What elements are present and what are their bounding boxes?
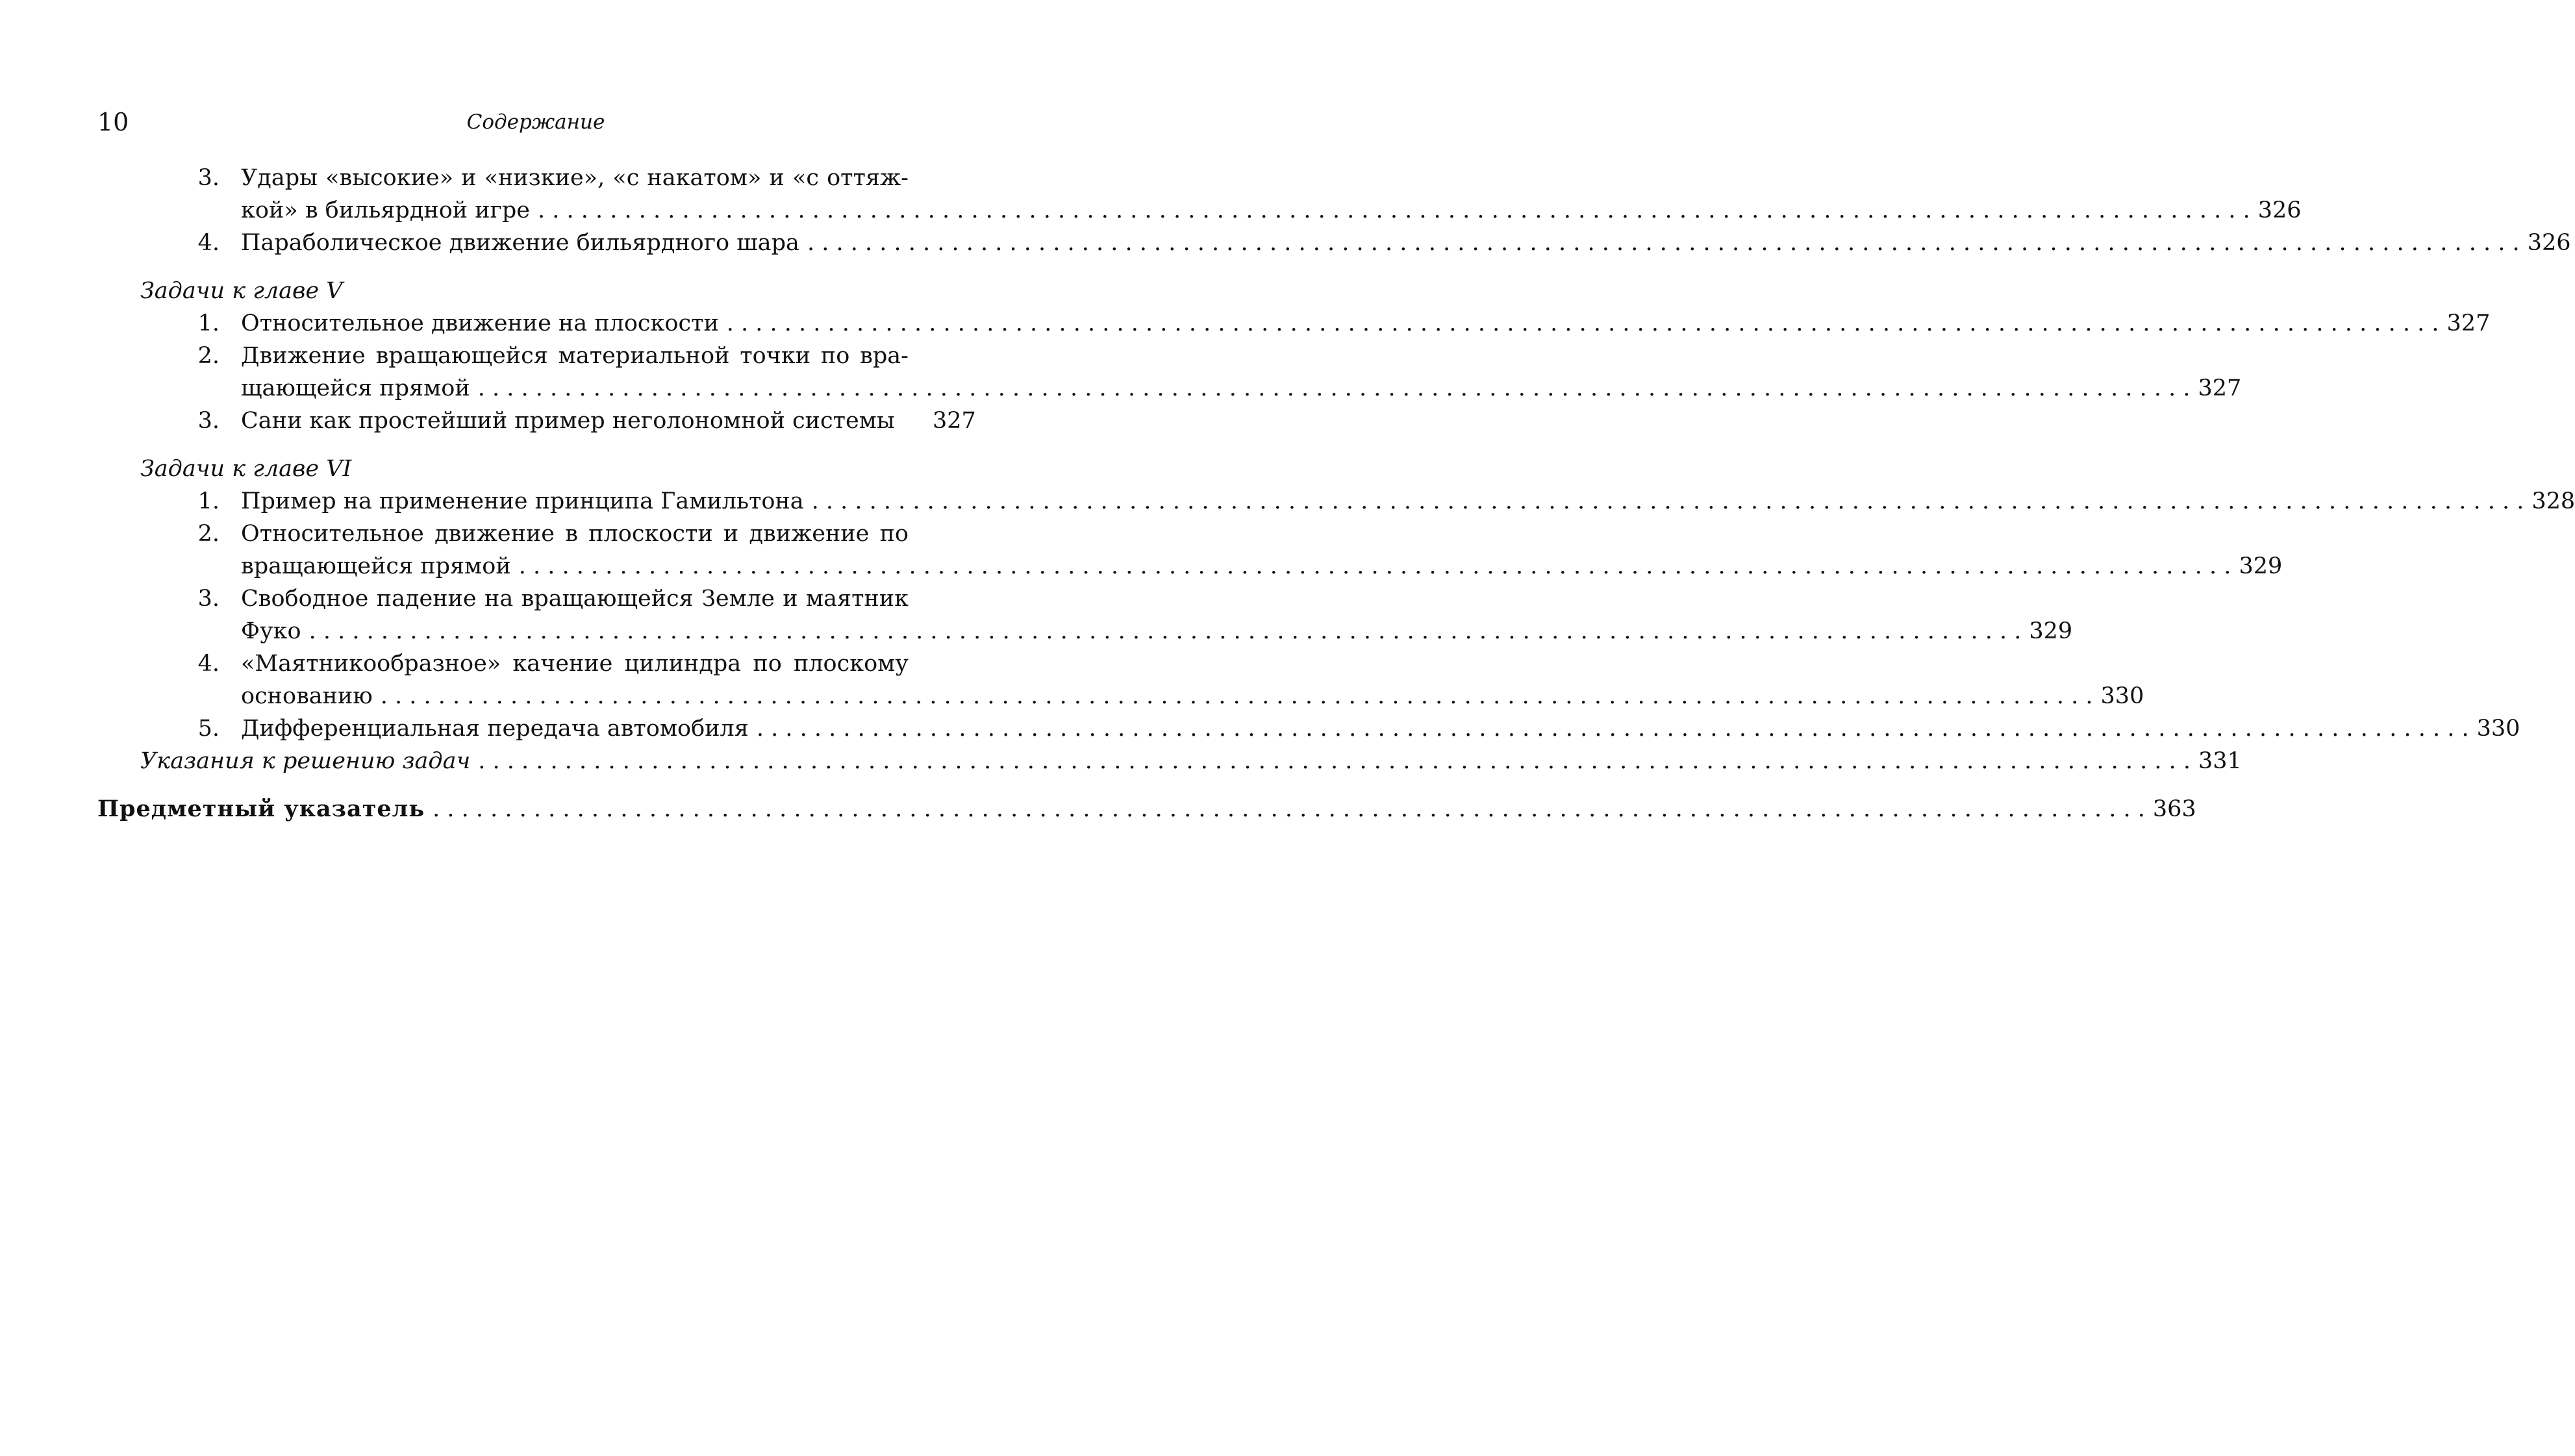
- toc-item-number: 5.: [197, 716, 220, 742]
- toc-page-number: 327: [2446, 310, 2491, 336]
- toc-index-entry[interactable]: [97, 794, 2196, 825]
- running-head: Содержание: [466, 110, 605, 134]
- toc-page-number: 329: [2239, 553, 2283, 579]
- toc-page-number: 326: [2257, 197, 2302, 223]
- toc-item-number: 3.: [197, 165, 220, 191]
- toc-item-number: 3.: [197, 408, 220, 434]
- toc-item-line: [241, 648, 909, 679]
- toc-item-line: [241, 583, 909, 614]
- toc-item-line: [241, 340, 909, 371]
- toc-item-number: 1.: [197, 310, 220, 336]
- toc-item-text: Удары «высокие» и «низкие», «с накатом» и «с оттяж-: [241, 165, 909, 191]
- toc-page-number: 331: [2198, 748, 2242, 774]
- toc-item-number: 2.: [197, 343, 220, 369]
- dot-leader: [812, 486, 2524, 517]
- dot-leader: [381, 681, 2093, 712]
- toc-item-number: 4.: [197, 651, 220, 677]
- toc-item-line[interactable]: [241, 616, 2073, 647]
- toc-item-line[interactable]: [241, 195, 2302, 226]
- toc-item-text: Относительное движение в плоскости и движение по: [241, 521, 909, 547]
- toc-item-line: [241, 518, 909, 549]
- toc-item-line[interactable]: [241, 405, 974, 436]
- toc-item-text: Движение вращающейся материальной точки по вра-: [241, 343, 909, 369]
- dot-leader: [519, 551, 2231, 582]
- toc-item-number: 3.: [197, 586, 220, 612]
- dot-leader: [309, 616, 2022, 647]
- toc-page-number: 330: [2476, 716, 2520, 742]
- toc-item-text: Указания к решению задач: [140, 748, 471, 774]
- toc-item-line[interactable]: [241, 681, 2144, 712]
- dot-leader: [727, 308, 2439, 339]
- dot-leader: [807, 227, 2520, 258]
- toc-item-text: Дифференциальная передача автомобиля: [241, 716, 749, 742]
- toc-page-number: 326: [2527, 230, 2571, 256]
- page-number: 10: [97, 108, 129, 136]
- toc-item-line[interactable]: [241, 486, 2575, 517]
- toc-item-text: Предметный указатель: [97, 796, 425, 822]
- toc-item-text: Фуко: [241, 618, 301, 644]
- toc-item-text: Сани как простейший пример неголономной системы: [241, 408, 895, 434]
- dot-leader: [478, 746, 2191, 777]
- toc-item-line[interactable]: [241, 227, 2571, 258]
- toc-hints-entry[interactable]: [140, 746, 2242, 777]
- toc-page-number: 330: [2100, 683, 2144, 709]
- section-title-chapter-v: Задачи к главе V: [140, 278, 343, 304]
- toc-page-number: 327: [933, 408, 976, 434]
- toc-item-line[interactable]: [241, 373, 2242, 404]
- toc-page-number: 328: [2531, 488, 2575, 514]
- toc-item-text: Относительное движение на плоскости: [241, 310, 719, 336]
- toc-item-text: вращающейся прямой: [241, 553, 511, 579]
- toc-item-line[interactable]: [241, 713, 2520, 744]
- toc-item-number: 1.: [197, 488, 220, 514]
- toc-page-number: 327: [2198, 375, 2242, 401]
- dot-leader: [757, 713, 2469, 744]
- section-title-chapter-vi: Задачи к главе VI: [140, 456, 352, 482]
- toc-page-number: 363: [2152, 796, 2196, 822]
- dot-leader: [538, 195, 2250, 226]
- toc-item-text: «Маятникообразное» качение цилиндра по плоскому: [241, 651, 909, 677]
- toc-item-text: щающейся прямой: [241, 375, 470, 401]
- toc-item-text: кой» в бильярдной игре: [241, 197, 531, 223]
- toc-item-text: Параболическое движение бильярдного шара: [241, 230, 799, 256]
- toc-item-line: [241, 162, 909, 194]
- toc-item-number: 4.: [197, 230, 220, 256]
- toc-item-text: Свободное падение на вращающейся Земле и маятник: [241, 586, 909, 612]
- toc-item-line[interactable]: [241, 308, 2491, 339]
- toc-item-number: 2.: [197, 521, 220, 547]
- toc-item-text: основанию: [241, 683, 373, 709]
- dot-leader: [433, 794, 2145, 825]
- dot-leader: [478, 373, 2191, 404]
- toc-page-number: 329: [2029, 618, 2073, 644]
- toc-item-line[interactable]: [241, 551, 2283, 582]
- toc-item-text: Пример на применение принципа Гамильтона: [241, 488, 804, 514]
